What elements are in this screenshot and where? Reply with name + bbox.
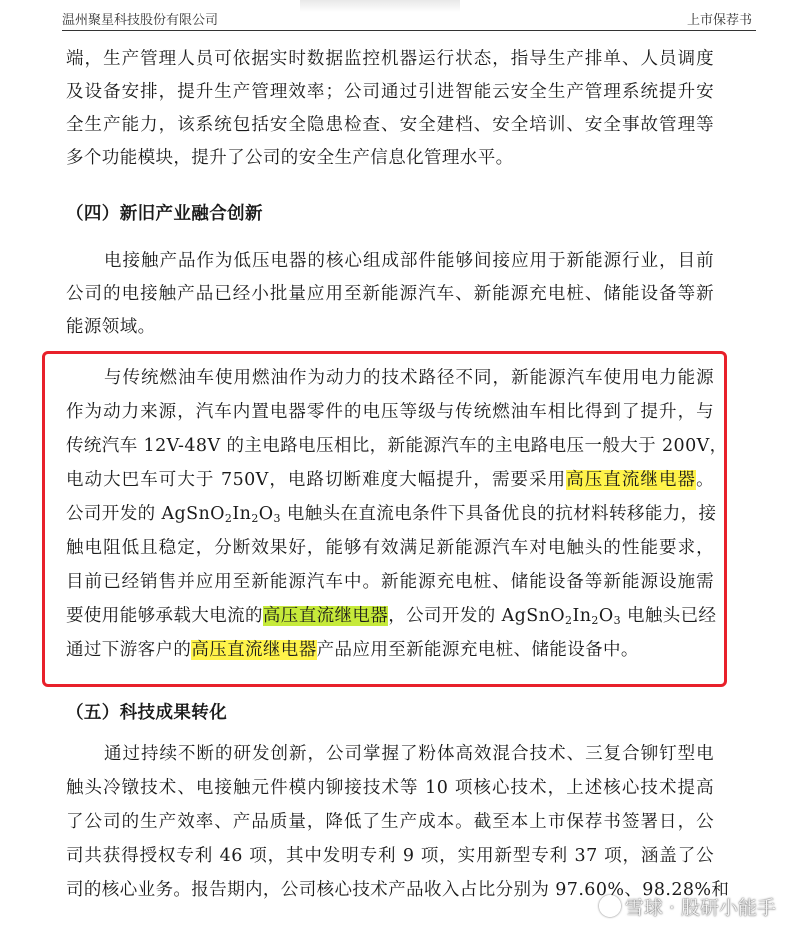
text-line: 端，生产管理人员可依据实时数据监控机器运行状态，指导生产排单、人员调度 [66,49,714,69]
watermark-text: 雪球 · 股研小能手 [624,897,776,919]
header-doc-type: 上市保荐书 [686,13,752,28]
text-run: 公司开发的 AgSnO [66,504,225,524]
text-line: 目前已经销售并应用至新能源汽车中。新能源充电桩、储能设备等新能源设施需 [66,572,714,592]
snowball-logo-icon [599,895,621,917]
subscript: 2 [251,512,259,525]
text-line [66,501,717,527]
text-line: 公司的电接触产品已经小批量应用至新能源汽车、新能源充电桩、储能设备等新 [66,284,714,304]
highlight-relay: 高压直流继电器 [191,640,317,660]
watermark [599,893,776,920]
text-run: 电触头已经 [620,606,717,626]
text-line: 及设备安排，提升生产管理效率；公司通过引进智能云安全生产管理系统提升安 [66,82,714,102]
text-line: 多个功能模块，提升了公司的安全生产信息化管理水平。 [66,148,514,168]
text-line: 与传统燃油车使用燃油作为动力的技术路径不同，新能源汽车使用电力能源 [104,368,714,388]
text-run: 要使用能够承载大电流的 [66,606,263,626]
text-line: 触电阻低且稳定，分断效果好，能够有效满足新能源汽车对电触头的性能要求， [66,538,714,558]
text-run: O [598,606,614,626]
text-run: 电触头在直流电条件下具备优良的抗材料转移能力，接 [280,504,717,524]
text-run: In [232,504,252,524]
highlight-relay: 高压直流继电器 [262,606,389,626]
header-company: 温州聚星科技股份有限公司 [62,13,219,28]
text-line: 全生产能力，该系统包括安全隐患检查、安全建档、安全培训、安全事故管理等 [66,115,714,135]
text-run: O [258,504,274,524]
text-line: 传统汽车 12V-48V 的主电路电压相比，新能源汽车的主电路电压一般大于 200V， [66,436,728,456]
text-run: 通过下游客户的 [66,640,192,660]
subscript: 2 [591,614,599,627]
text-line [66,603,717,629]
subscript: 3 [613,614,621,627]
text-line [66,467,714,493]
text-run: ，公司开发的 AgSnO [388,606,566,626]
section-heading: （四）新旧产业融合创新 [66,204,263,224]
text-line [66,637,714,663]
text-run: 产品应用至新能源充电桩、储能设备中。 [316,640,639,660]
text-run: 。 [696,470,714,490]
subscript: 3 [273,512,281,525]
text-line: 司共获得授权专利 46 项，其中发明专利 9 项，实用新型专利 37 项，涵盖了公 [66,846,714,866]
text-line: 电接触产品作为低压电器的核心组成部件能够间接应用于新能源行业，目前 [104,251,714,271]
page-header [62,0,756,31]
text-run: In [572,606,592,626]
text-line: 了公司的生产效率、产品质量，降低了生产成本。截至本上市保荐书签署日，公 [66,812,714,832]
section-heading: （五）科技成果转化 [66,703,228,723]
text-run: 电动大巴车可大于 750V，电路切断难度大幅提升，需要采用 [66,470,567,490]
text-line: 司的核心业务。报告期内，公司核心技术产品收入占比分别为 97.60%、98.28%和 [66,880,730,900]
text-line: 触头冷镦技术、电接触元件模内铆接技术等 10 项核心技术，上述核心技术提高 [66,778,714,798]
text-line: 作为动力来源，汽车内置电器零件的电压等级与传统燃油车相比得到了提升，与 [66,402,714,422]
text-line: 能源领域。 [66,317,156,337]
subscript: 2 [224,512,233,525]
text-line: 通过持续不断的研发创新，公司掌握了粉体高效混合技术、三复合铆钉型电 [104,744,714,764]
highlight-relay: 高压直流继电器 [566,470,697,490]
subscript: 2 [565,614,573,627]
